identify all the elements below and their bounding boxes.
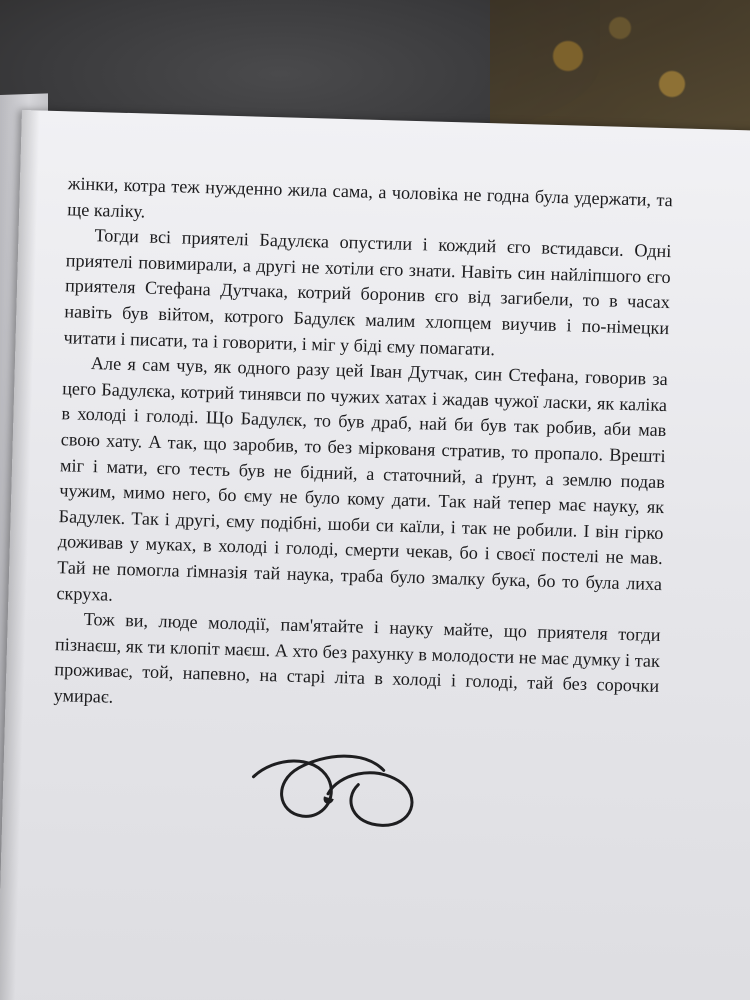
patterned-background [490, 0, 750, 140]
paragraph-3: Але я сам чув, як одного разу цей Іван Дутчак, син Стефана, говорив за цего Бадулєка, котрий тинявси по чужих хатах і жадав чужої ласки, як каліка в холоді і голоді. Що Бадулєк, то був драб, най би був так робив, аби мав свою хату. А так, що заробив, то без міркованя стратив, то пропало. Врешті міг і мати, єго тесть був не бідний, а статочний, а ґрунт, а землю подав чужим, мимо него, бо єму не було кому дати. Так най тепер має науку, як Бадулек. Так і другі, єму подібні, шоби си каїли, і так не робили. І він гірко доживав у муках, в холоді і голоді, смерти чекав, бо і своєї постелі не мав. Тай не помогла ґімназія тай наука, траба було змалку бука, бо то була лиха скруха. [56, 353, 669, 605]
flourish-ornament-icon [242, 736, 444, 832]
paragraph-4: Тож ви, люде молодії, пам'ятайте і науку майте, що приятеля тогди пізнаєш, як ти клопіт маєш. А хто без рахунку в молодости не має думку і так проживає, той, напевно, на старі літа в холоді і голоді, тай без сорочки умирає. [53, 609, 661, 707]
page-text [53, 171, 673, 725]
book-page [0, 110, 750, 1000]
paragraph-1: жінки, котра теж нужденно жила сама, а чоловіка не годна була удержати, та ще каліку. [66, 173, 674, 222]
paragraph-2: Тогди всі приятелі Бадулєка опустили і кождий єго встидавси. Одні приятелі повимирали, а другі не хотіли єго знати. Навіть син найліпшого єго приятеля Стефана Дутчака, котрий боронив єго від загибели, то в часах навіть був війтом, котрого Бадулєк малим хлопцем виучив і по-німецки читати і писати, та і говорити, і міг у біді єму помагати. [63, 225, 672, 359]
